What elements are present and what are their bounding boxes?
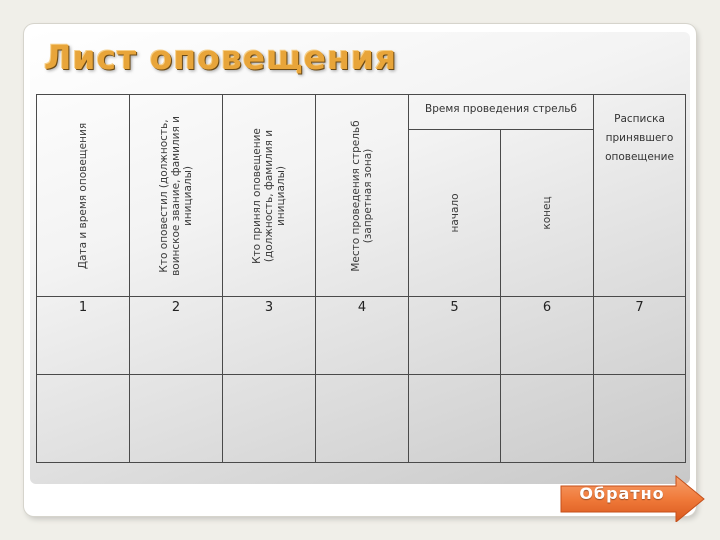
header-date-time: Дата и время оповещения (77, 122, 89, 269)
header-firing-time: Время проведения стрельб (425, 103, 577, 115)
column-number: 4 (316, 297, 409, 375)
header-end: конец (541, 196, 553, 230)
column-number: 3 (223, 297, 316, 375)
empty-cell[interactable] (594, 375, 686, 463)
header-receiver: Кто принял оповещение (должность, фамилия и инициалы) (251, 127, 287, 264)
back-button-label: Обратно (579, 484, 665, 503)
empty-cell[interactable] (37, 375, 130, 463)
empty-cell[interactable] (409, 375, 501, 463)
header-notifier: Кто оповестил (должность, воинское звание, фамилия и инициалы) (158, 115, 194, 276)
header-cell-receipt (594, 95, 686, 297)
header-cell-receiver (223, 95, 316, 297)
empty-cell[interactable] (223, 375, 316, 463)
header-cell-start (409, 130, 501, 297)
column-number: 1 (37, 297, 130, 375)
notification-table (36, 94, 686, 463)
slide-title: Лист оповещения (44, 38, 398, 77)
header-cell-date (37, 95, 130, 297)
empty-cell[interactable] (316, 375, 409, 463)
empty-cell[interactable] (501, 375, 594, 463)
header-cell-location (316, 95, 409, 297)
header-location: Место проведения стрельб (запретная зона) (350, 119, 374, 272)
column-number: 6 (501, 297, 594, 375)
column-number: 7 (594, 297, 686, 375)
column-number: 5 (409, 297, 501, 375)
column-number: 2 (130, 297, 223, 375)
header-cell-end (501, 130, 594, 297)
back-button[interactable] (558, 474, 708, 522)
header-cell-notifier (130, 95, 223, 297)
header-cell-firing-time (409, 95, 594, 130)
header-receipt: Расписка принявшего оповещение (605, 113, 674, 163)
header-start: начало (448, 193, 461, 233)
empty-cell[interactable] (130, 375, 223, 463)
